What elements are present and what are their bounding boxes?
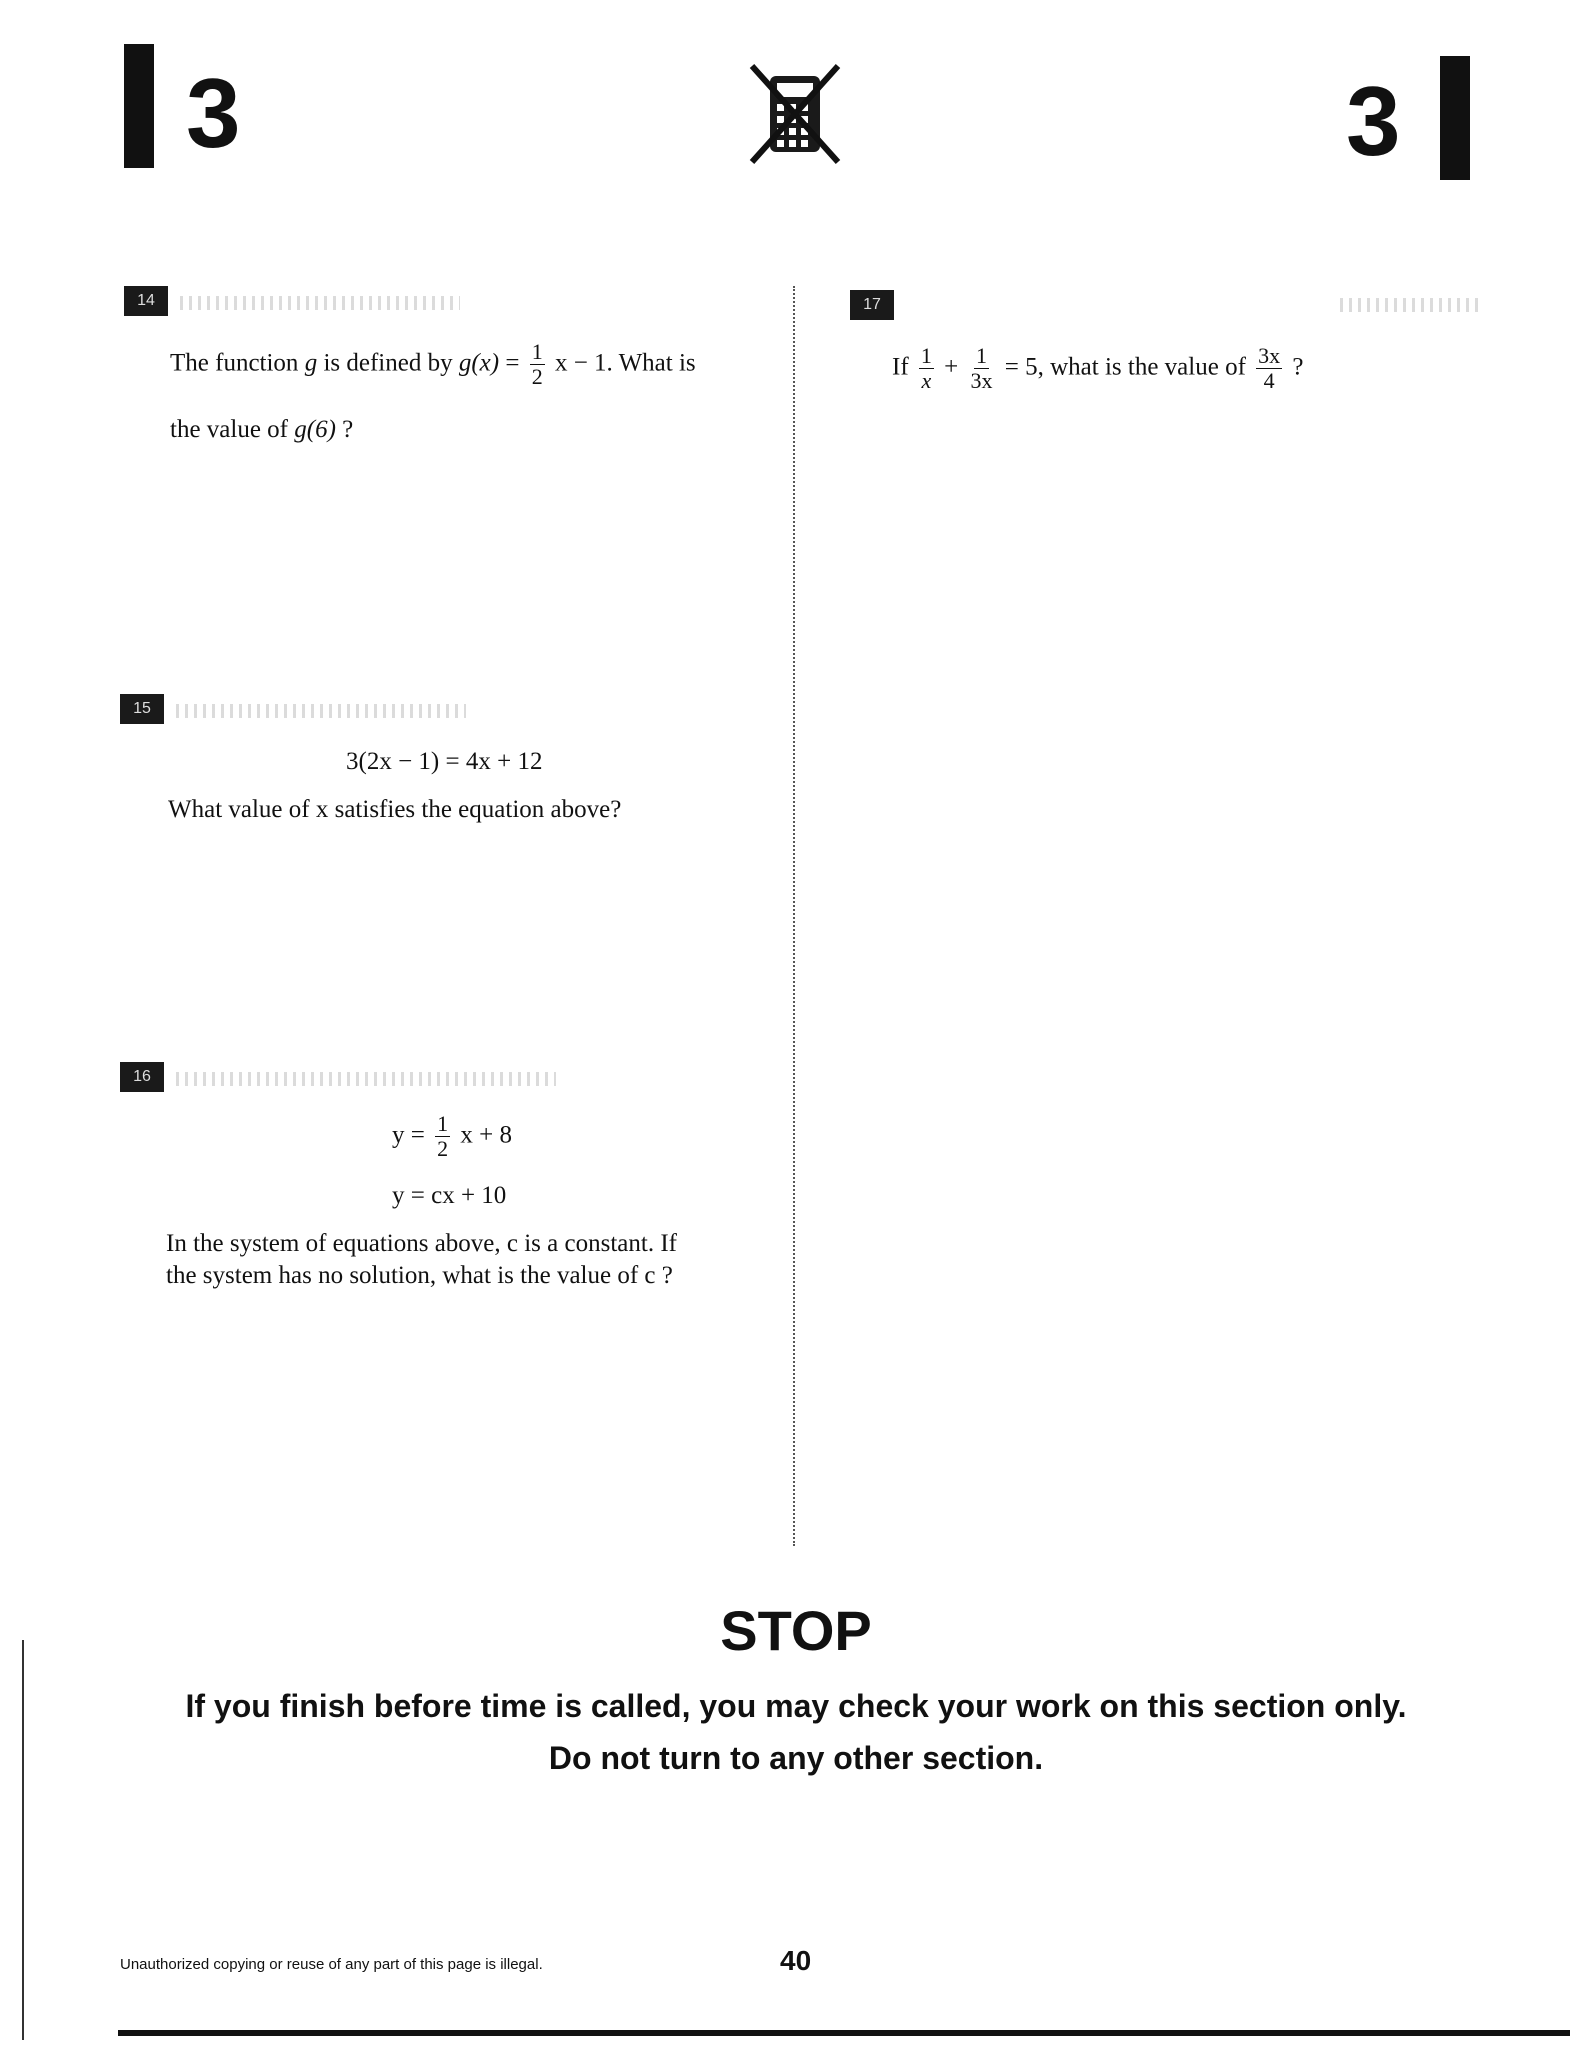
q17-f3-den: 4 xyxy=(1263,368,1275,394)
section-bar-left xyxy=(124,44,154,168)
q14-fraction xyxy=(530,340,545,389)
q17-f1-num: 1 xyxy=(920,343,932,368)
q14-frac-num: 1 xyxy=(531,339,543,364)
q17-f2-den: 3x xyxy=(970,368,993,394)
q14-text-pre: The function xyxy=(170,349,299,377)
q14-text-post: x − 1. What is xyxy=(554,349,696,377)
q17-fraction-1 xyxy=(919,344,934,393)
column-divider xyxy=(793,286,795,1546)
question-number-14: 14 xyxy=(124,286,168,316)
q16-prompt-line1: In the system of equations above, c is a constant. If xyxy=(166,1230,677,1257)
scan-edge-line xyxy=(22,1640,24,2040)
scan-smudge xyxy=(1340,298,1480,312)
q16-frac-den: 2 xyxy=(437,1136,449,1162)
q16-equation-2: y = cx + 10 xyxy=(392,1182,507,1209)
section-number-left: 3 xyxy=(186,58,241,168)
q17-fraction-3 xyxy=(1256,344,1282,393)
q14-var-g: g xyxy=(304,349,318,377)
copyright-notice: Unauthorized copying or reuse of any part of this page is illegal. xyxy=(120,1956,543,1973)
q17-f1-den: x xyxy=(921,368,932,394)
q15-equation: 3(2x − 1) = 4x + 12 xyxy=(346,748,543,775)
no-calculator-icon xyxy=(740,58,850,168)
q17-f3-num: 3x xyxy=(1258,343,1281,368)
q16-fraction xyxy=(435,1112,450,1161)
question-number-17: 17 xyxy=(850,290,894,320)
q17-end: ? xyxy=(1292,353,1304,381)
q14-gx: g(x) xyxy=(458,349,500,377)
scan-smudge xyxy=(180,296,460,310)
section-bar-right xyxy=(1440,56,1470,180)
q14-text-mid: is defined by xyxy=(323,349,453,377)
q17-if: If xyxy=(892,353,909,381)
q14-g6: g(6) xyxy=(294,416,336,443)
q14-frac-den: 2 xyxy=(531,364,543,390)
q14-line2-post: ? xyxy=(342,416,354,443)
q17-f2-num: 1 xyxy=(976,343,988,368)
q17-fraction-2 xyxy=(969,344,995,393)
stop-instruction-1: If you finish before time is called, you may check your work on this section only. xyxy=(185,1688,1407,1724)
q14-eq: = xyxy=(505,349,520,377)
question-number-15: 15 xyxy=(120,694,164,724)
q14-line1 xyxy=(170,340,696,389)
q16-eq1-lhs: y = xyxy=(392,1121,425,1149)
question-number-16: 16 xyxy=(120,1062,164,1092)
scan-smudge xyxy=(176,704,466,718)
q17-plus: + xyxy=(944,353,959,381)
q14-line2 xyxy=(170,416,353,444)
q15-prompt: What value of x satisfies the equation above? xyxy=(168,796,622,823)
q16-prompt-line2: the system has no solution, what is the value of c ? xyxy=(166,1262,673,1289)
scan-smudge xyxy=(176,1072,556,1086)
stop-title: STOP xyxy=(720,1599,872,1662)
q17-question xyxy=(892,344,1304,393)
bottom-rule xyxy=(118,2030,1570,2036)
q16-frac-num: 1 xyxy=(437,1111,449,1136)
q17-mid: = 5, what is the value of xyxy=(1004,353,1246,381)
stop-instruction-2: Do not turn to any other section. xyxy=(548,1740,1044,1776)
q16-equation-1 xyxy=(392,1112,512,1161)
q16-eq1-rhs: x + 8 xyxy=(460,1121,512,1149)
page-number: 40 xyxy=(780,1945,812,1976)
section-number-right: 3 xyxy=(1346,66,1401,176)
q14-line2-pre: the value of xyxy=(170,416,289,443)
